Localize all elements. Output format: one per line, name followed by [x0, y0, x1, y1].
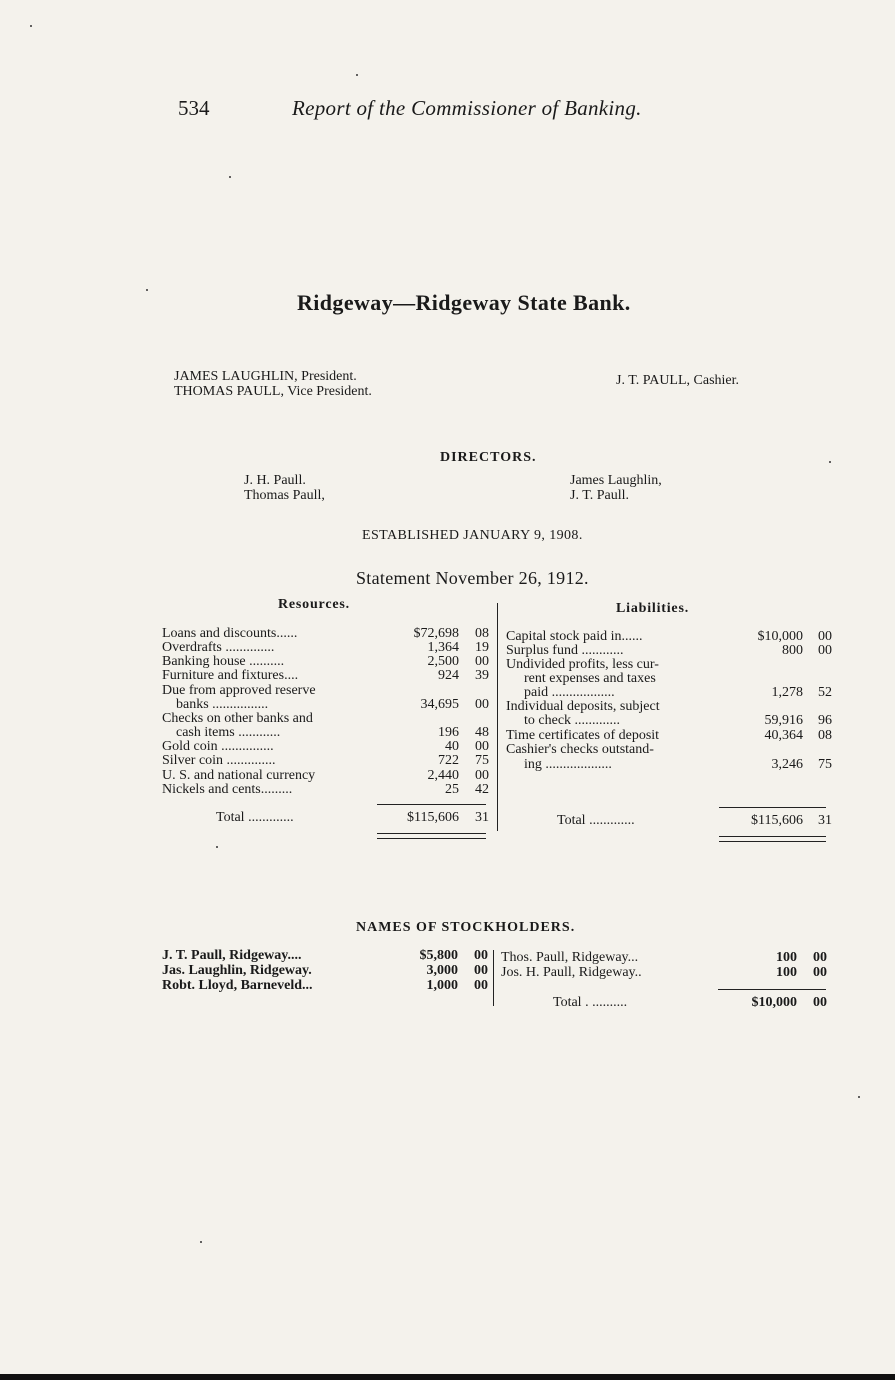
stockholder-row	[162, 979, 488, 993]
liabilities-heading: Liabilities.	[616, 601, 689, 616]
liability-label: paid ..................	[524, 685, 615, 700]
table-row	[162, 754, 489, 768]
liability-dollars: 1,278	[771, 685, 803, 700]
resource-cents: 00	[475, 739, 489, 754]
director-name: Thomas Paull,	[244, 488, 325, 503]
stockholder-dollars: 100	[776, 950, 797, 965]
scan-speck	[229, 176, 231, 178]
table-row	[162, 783, 489, 797]
officer-vice-president: THOMAS PAULL, Vice President.	[174, 384, 372, 399]
liability-cents: 08	[818, 728, 832, 743]
resource-total-cents: 31	[475, 810, 489, 825]
liability-dollars: $10,000	[757, 629, 803, 644]
stockholders-total-dollars: $10,000	[751, 995, 797, 1010]
resource-dollars: 722	[438, 753, 459, 768]
running-title: Report of the Commissioner of Banking.	[292, 96, 642, 120]
liability-cents: 00	[818, 629, 832, 644]
officer-cashier: J. T. PAULL, Cashier.	[616, 373, 740, 388]
resource-cents: 00	[475, 697, 489, 712]
liability-total-label: Total .............	[557, 813, 635, 828]
resources-heading: Resources.	[278, 597, 350, 612]
stockholder-dollars: 100	[776, 965, 797, 980]
table-row	[506, 700, 832, 714]
resource-label: Silver coin ..............	[162, 753, 276, 768]
resource-dollars: 196	[438, 725, 459, 740]
scan-speck	[829, 461, 831, 463]
table-row	[162, 669, 489, 683]
total-rule	[719, 807, 826, 808]
stockholder-row	[162, 964, 488, 978]
resource-cents: 42	[475, 782, 489, 797]
stockholder-row	[162, 949, 488, 963]
total-row	[506, 814, 832, 828]
liability-label: Capital stock paid in......	[506, 629, 643, 644]
stockholders-total-cents: 00	[813, 995, 827, 1010]
stockholder-cents: 00	[474, 978, 488, 993]
table-row	[162, 726, 489, 740]
liability-dollars: 40,364	[764, 728, 803, 743]
stockholder-name: J. T. Paull, Ridgeway....	[162, 948, 302, 963]
liability-label: rent expenses and taxes	[524, 671, 656, 686]
scan-speck	[356, 74, 358, 76]
resource-label: banks ................	[176, 697, 269, 712]
table-row	[162, 740, 489, 754]
stockholder-name: Jas. Laughlin, Ridgeway.	[162, 963, 312, 978]
table-row	[506, 672, 832, 686]
directors-heading: DIRECTORS.	[440, 450, 537, 465]
liability-label: Surplus fund ............	[506, 643, 624, 658]
total-rule	[377, 804, 486, 805]
scan-speck	[858, 1096, 860, 1098]
table-row	[162, 769, 489, 783]
scan-edge	[0, 1374, 895, 1380]
resource-cents: 00	[475, 768, 489, 783]
table-row	[162, 655, 489, 669]
resource-dollars: 34,695	[420, 697, 459, 712]
table-row	[162, 627, 489, 641]
scan-speck	[216, 846, 218, 848]
resource-dollars: 1,364	[427, 640, 459, 655]
table-row	[506, 630, 832, 644]
liability-label: Time certificates of deposit	[506, 728, 660, 743]
resource-dollars: 40	[445, 739, 459, 754]
scan-speck	[146, 289, 148, 291]
liability-cents: 52	[818, 685, 832, 700]
scan-speck	[200, 1241, 202, 1243]
table-row	[162, 684, 489, 698]
officer-president: JAMES LAUGHLIN, President.	[174, 369, 357, 384]
resource-cents: 48	[475, 725, 489, 740]
column-divider	[497, 603, 498, 831]
liability-label: Individual deposits, subject	[506, 699, 660, 714]
stockholders-divider	[493, 950, 494, 1006]
stockholder-row	[501, 966, 827, 980]
resource-label: U. S. and national currency	[162, 768, 316, 783]
resource-dollars: 924	[438, 668, 459, 683]
resource-label: Furniture and fixtures....	[162, 668, 299, 683]
resource-dollars: 25	[445, 782, 459, 797]
double-rule	[719, 836, 826, 842]
resource-label: Overdrafts ..............	[162, 640, 275, 655]
table-row	[162, 712, 489, 726]
resource-label: Due from approved reserve	[162, 683, 316, 698]
resource-total-dollars: $115,606	[407, 810, 459, 825]
total-rule	[718, 989, 826, 990]
table-row	[506, 743, 832, 757]
resource-cents: 75	[475, 753, 489, 768]
stockholders-heading: NAMES OF STOCKHOLDERS.	[356, 920, 576, 935]
double-rule	[377, 833, 486, 839]
liability-cents: 00	[818, 643, 832, 658]
stockholder-name: Jos. H. Paull, Ridgeway..	[501, 965, 642, 980]
table-row	[506, 714, 832, 728]
bank-title: Ridgeway—Ridgeway State Bank.	[297, 290, 631, 315]
liability-cents: 96	[818, 713, 832, 728]
resource-dollars: 2,440	[427, 768, 459, 783]
table-row	[162, 698, 489, 712]
liability-label: Undivided profits, less cur-	[506, 657, 659, 672]
table-row	[506, 644, 832, 658]
resource-cents: 00	[475, 654, 489, 669]
resource-label: Gold coin ...............	[162, 739, 274, 754]
liability-total-dollars: $115,606	[751, 813, 803, 828]
stockholder-dollars: 1,000	[426, 978, 458, 993]
stockholder-cents: 00	[813, 965, 827, 980]
resource-label: Loans and discounts......	[162, 626, 298, 641]
director-name: J. H. Paull.	[244, 473, 306, 488]
resource-dollars: 2,500	[427, 654, 459, 669]
statement-date: Statement November 26, 1912.	[356, 568, 589, 588]
director-name: J. T. Paull.	[570, 488, 629, 503]
stockholder-cents: 00	[813, 950, 827, 965]
resource-label: Nickels and cents.........	[162, 782, 293, 797]
liability-dollars: 800	[782, 643, 803, 658]
page-number: 534	[178, 96, 210, 120]
stockholder-cents: 00	[474, 948, 488, 963]
resource-total-label: Total .............	[216, 810, 294, 825]
director-name: James Laughlin,	[570, 473, 662, 488]
resource-dollars: $72,698	[413, 626, 459, 641]
table-row	[506, 729, 832, 743]
stockholder-row	[501, 951, 827, 965]
liability-total-cents: 31	[818, 813, 832, 828]
table-row	[162, 641, 489, 655]
resource-cents: 39	[475, 668, 489, 683]
table-row	[506, 686, 832, 700]
stockholder-dollars: $5,800	[419, 948, 458, 963]
table-row	[506, 658, 832, 672]
stockholders-total-row	[501, 996, 827, 1010]
resource-label: Banking house ..........	[162, 654, 285, 669]
scan-speck	[30, 25, 32, 27]
resource-label: Checks on other banks and	[162, 711, 313, 726]
liability-label: ing ...................	[524, 757, 612, 772]
resource-cents: 08	[475, 626, 489, 641]
stockholder-cents: 00	[474, 963, 488, 978]
resource-cents: 19	[475, 640, 489, 655]
liability-cents: 75	[818, 757, 832, 772]
stockholder-name: Thos. Paull, Ridgeway...	[501, 950, 639, 965]
established-date: ESTABLISHED JANUARY 9, 1908.	[362, 528, 583, 543]
liability-dollars: 3,246	[771, 757, 803, 772]
stockholder-dollars: 3,000	[426, 963, 458, 978]
stockholder-name: Robt. Lloyd, Barneveld...	[162, 978, 313, 993]
liability-label: to check .............	[524, 713, 621, 728]
stockholders-total-label: Total . ..........	[553, 995, 628, 1010]
total-row	[162, 811, 489, 825]
resource-label: cash items ............	[176, 725, 281, 740]
table-row	[506, 758, 832, 772]
liability-label: Cashier's checks outstand-	[506, 742, 654, 757]
liability-dollars: 59,916	[764, 713, 803, 728]
